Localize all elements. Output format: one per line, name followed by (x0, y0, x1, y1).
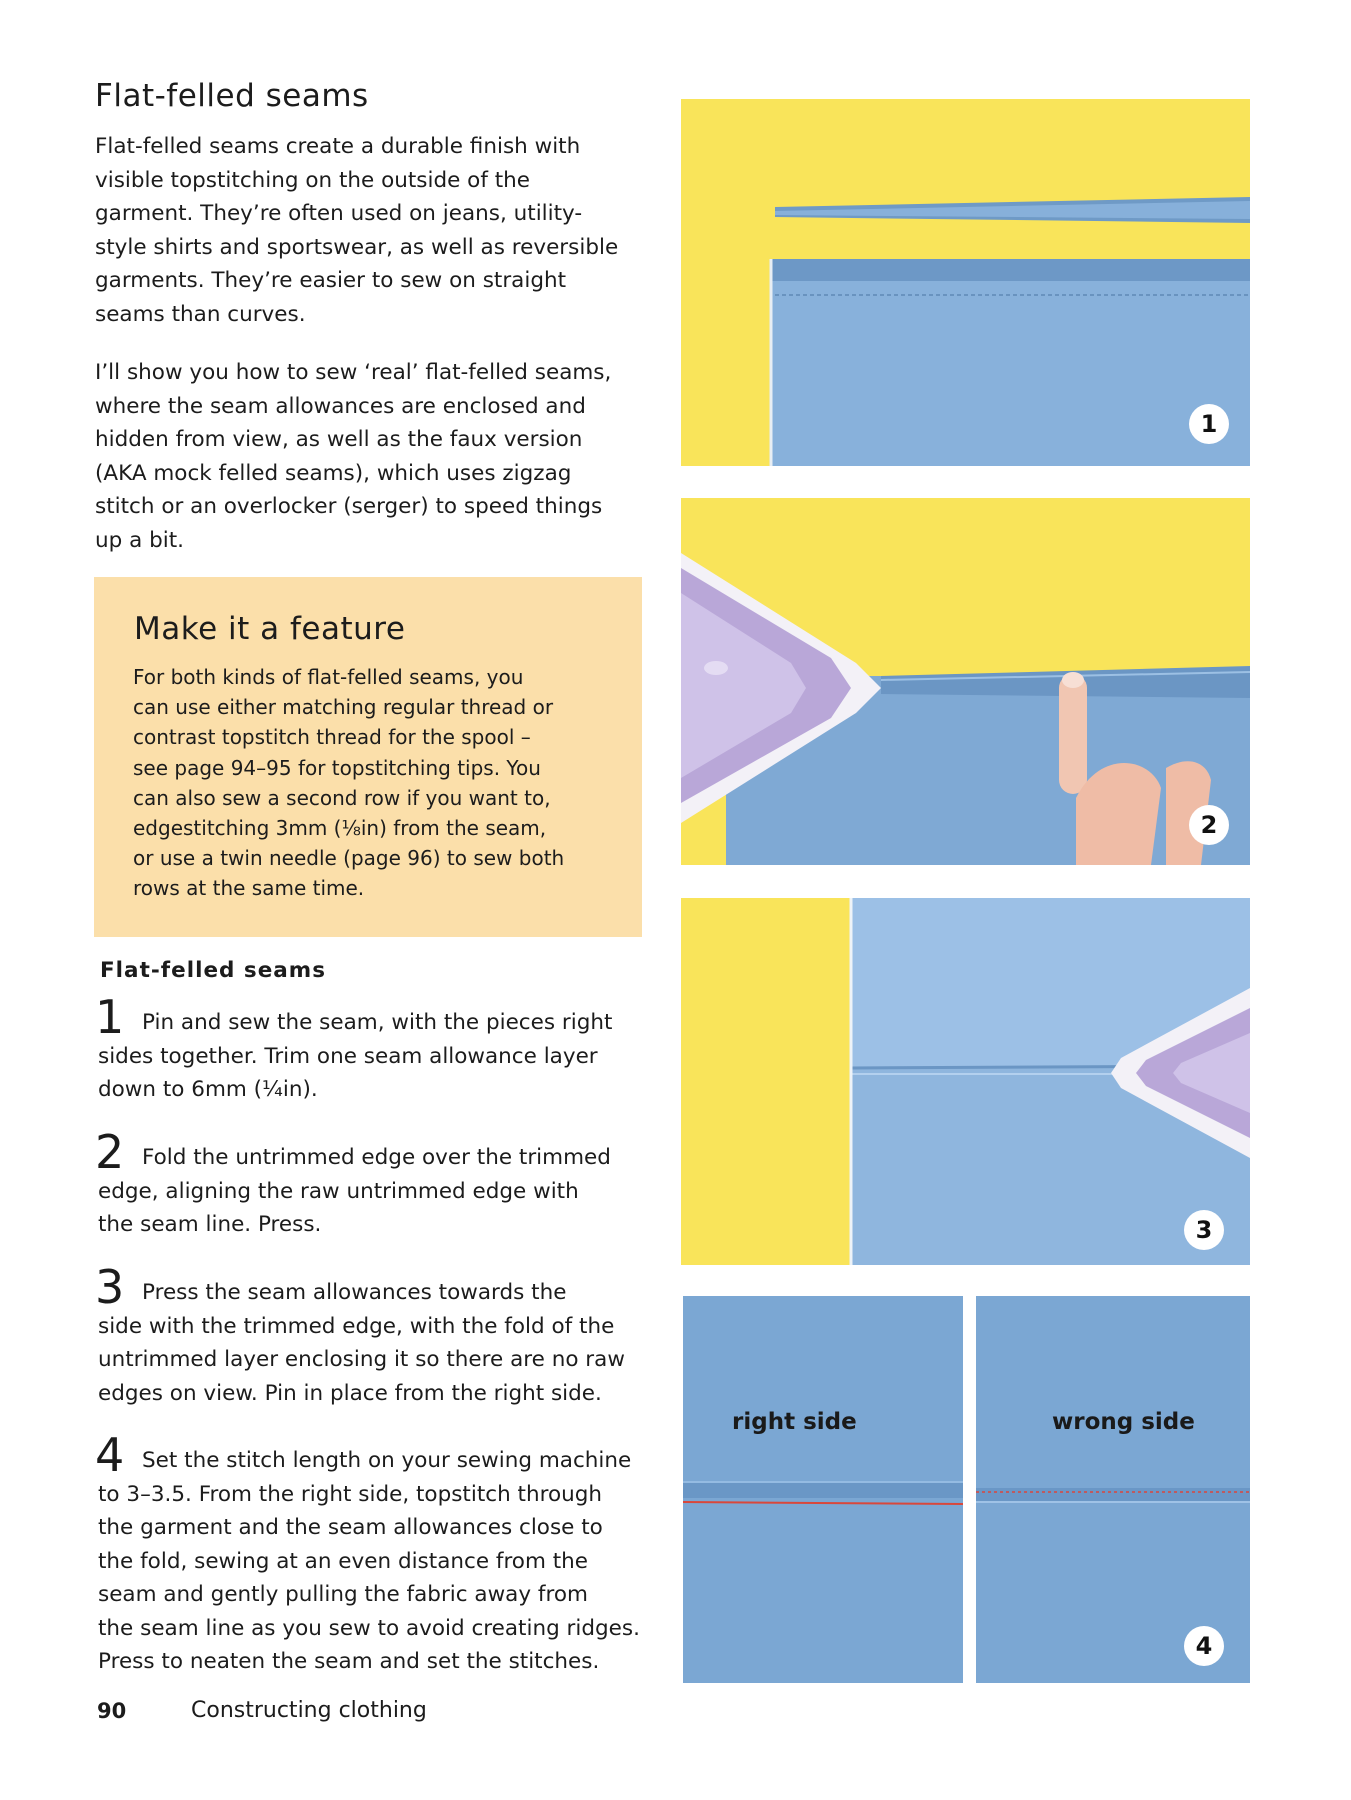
feature-heading: Make it a feature (134, 611, 406, 647)
intro-paragraph: I’ll show you how to sew ‘real’ flat-felled seams, where the seam allowances are enclosed and hidden from view, as well as the faux version (AKA mock felled seams), which uses zigzag stitch or an overlocker (serger) to speed things up a bit. (95, 360, 612, 553)
intro-paragraph: Flat-felled seams create a durable finish with visible topstitching on the outside of the garment. They’re often used on jeans, utility- style shirts and sportswear, as well as reversible garments. They’re easier to sew on straight seams than curves. (95, 134, 619, 327)
wrong-side-label: wrong side (1052, 1409, 1195, 1435)
step-3 (95, 1260, 658, 1410)
step-2 (95, 1125, 658, 1242)
step-1 (95, 990, 658, 1107)
photo-step-4-right-side (683, 1296, 963, 1683)
section-title: Constructing clothing (191, 1698, 427, 1723)
step-badge: 3 (1184, 1210, 1224, 1250)
feature-body: For both kinds of flat-felled seams, you can use either matching regular thread or contrast topstitch thread for the spool – see page 94–95 for topstitching tips. You can also sew a second row if you want to, edgestitching 3mm (⅛in) from the seam, or use a twin needle (page 96) to sew both rows at the same time. (133, 665, 565, 901)
step-text: Fold the untrimmed edge over the trimmed edge, aligning the raw untrimmed edge with the seam line. Press. (98, 1145, 611, 1237)
photo-step-4-wrong-side (976, 1296, 1250, 1683)
intro-text (95, 130, 655, 557)
step-number: 1 (95, 990, 125, 1044)
step-number: 3 (95, 1260, 125, 1314)
step-number: 2 (95, 1125, 125, 1179)
steps-heading: Flat-felled seams (100, 958, 326, 983)
step-text: Press the seam allowances towards the side with the trimmed edge, with the fold of the untrimmed layer enclosing it so there are no raw edges on view. Pin in place from the right side. (98, 1280, 625, 1406)
step-badge: 1 (1189, 404, 1229, 444)
step-text: Pin and sew the seam, with the pieces right sides together. Trim one seam allowance layer down to 6mm (¼in). (98, 1010, 613, 1102)
right-side-label: right side (732, 1409, 857, 1435)
photo-step-3 (681, 898, 1250, 1265)
page-number: 90 (97, 1699, 127, 1723)
feature-callout-box (94, 577, 642, 937)
step-4 (95, 1428, 658, 1679)
photo-step-1 (681, 99, 1250, 466)
step-number: 4 (95, 1428, 125, 1482)
step-badge: 4 (1184, 1626, 1224, 1666)
photo-step-2 (681, 498, 1250, 865)
step-text: Set the stitch length on your sewing machine to 3–3.5. From the right side, topstitch through the garment and the seam allowances close to the fold, sewing at an even distance from the seam and gently pulling the fabric away from the seam line as you sew to avoid creating ridges. Press to neaten the seam and set the stitches. (98, 1448, 640, 1674)
page-title: Flat-felled seams (95, 78, 369, 114)
step-badge: 2 (1189, 805, 1229, 845)
